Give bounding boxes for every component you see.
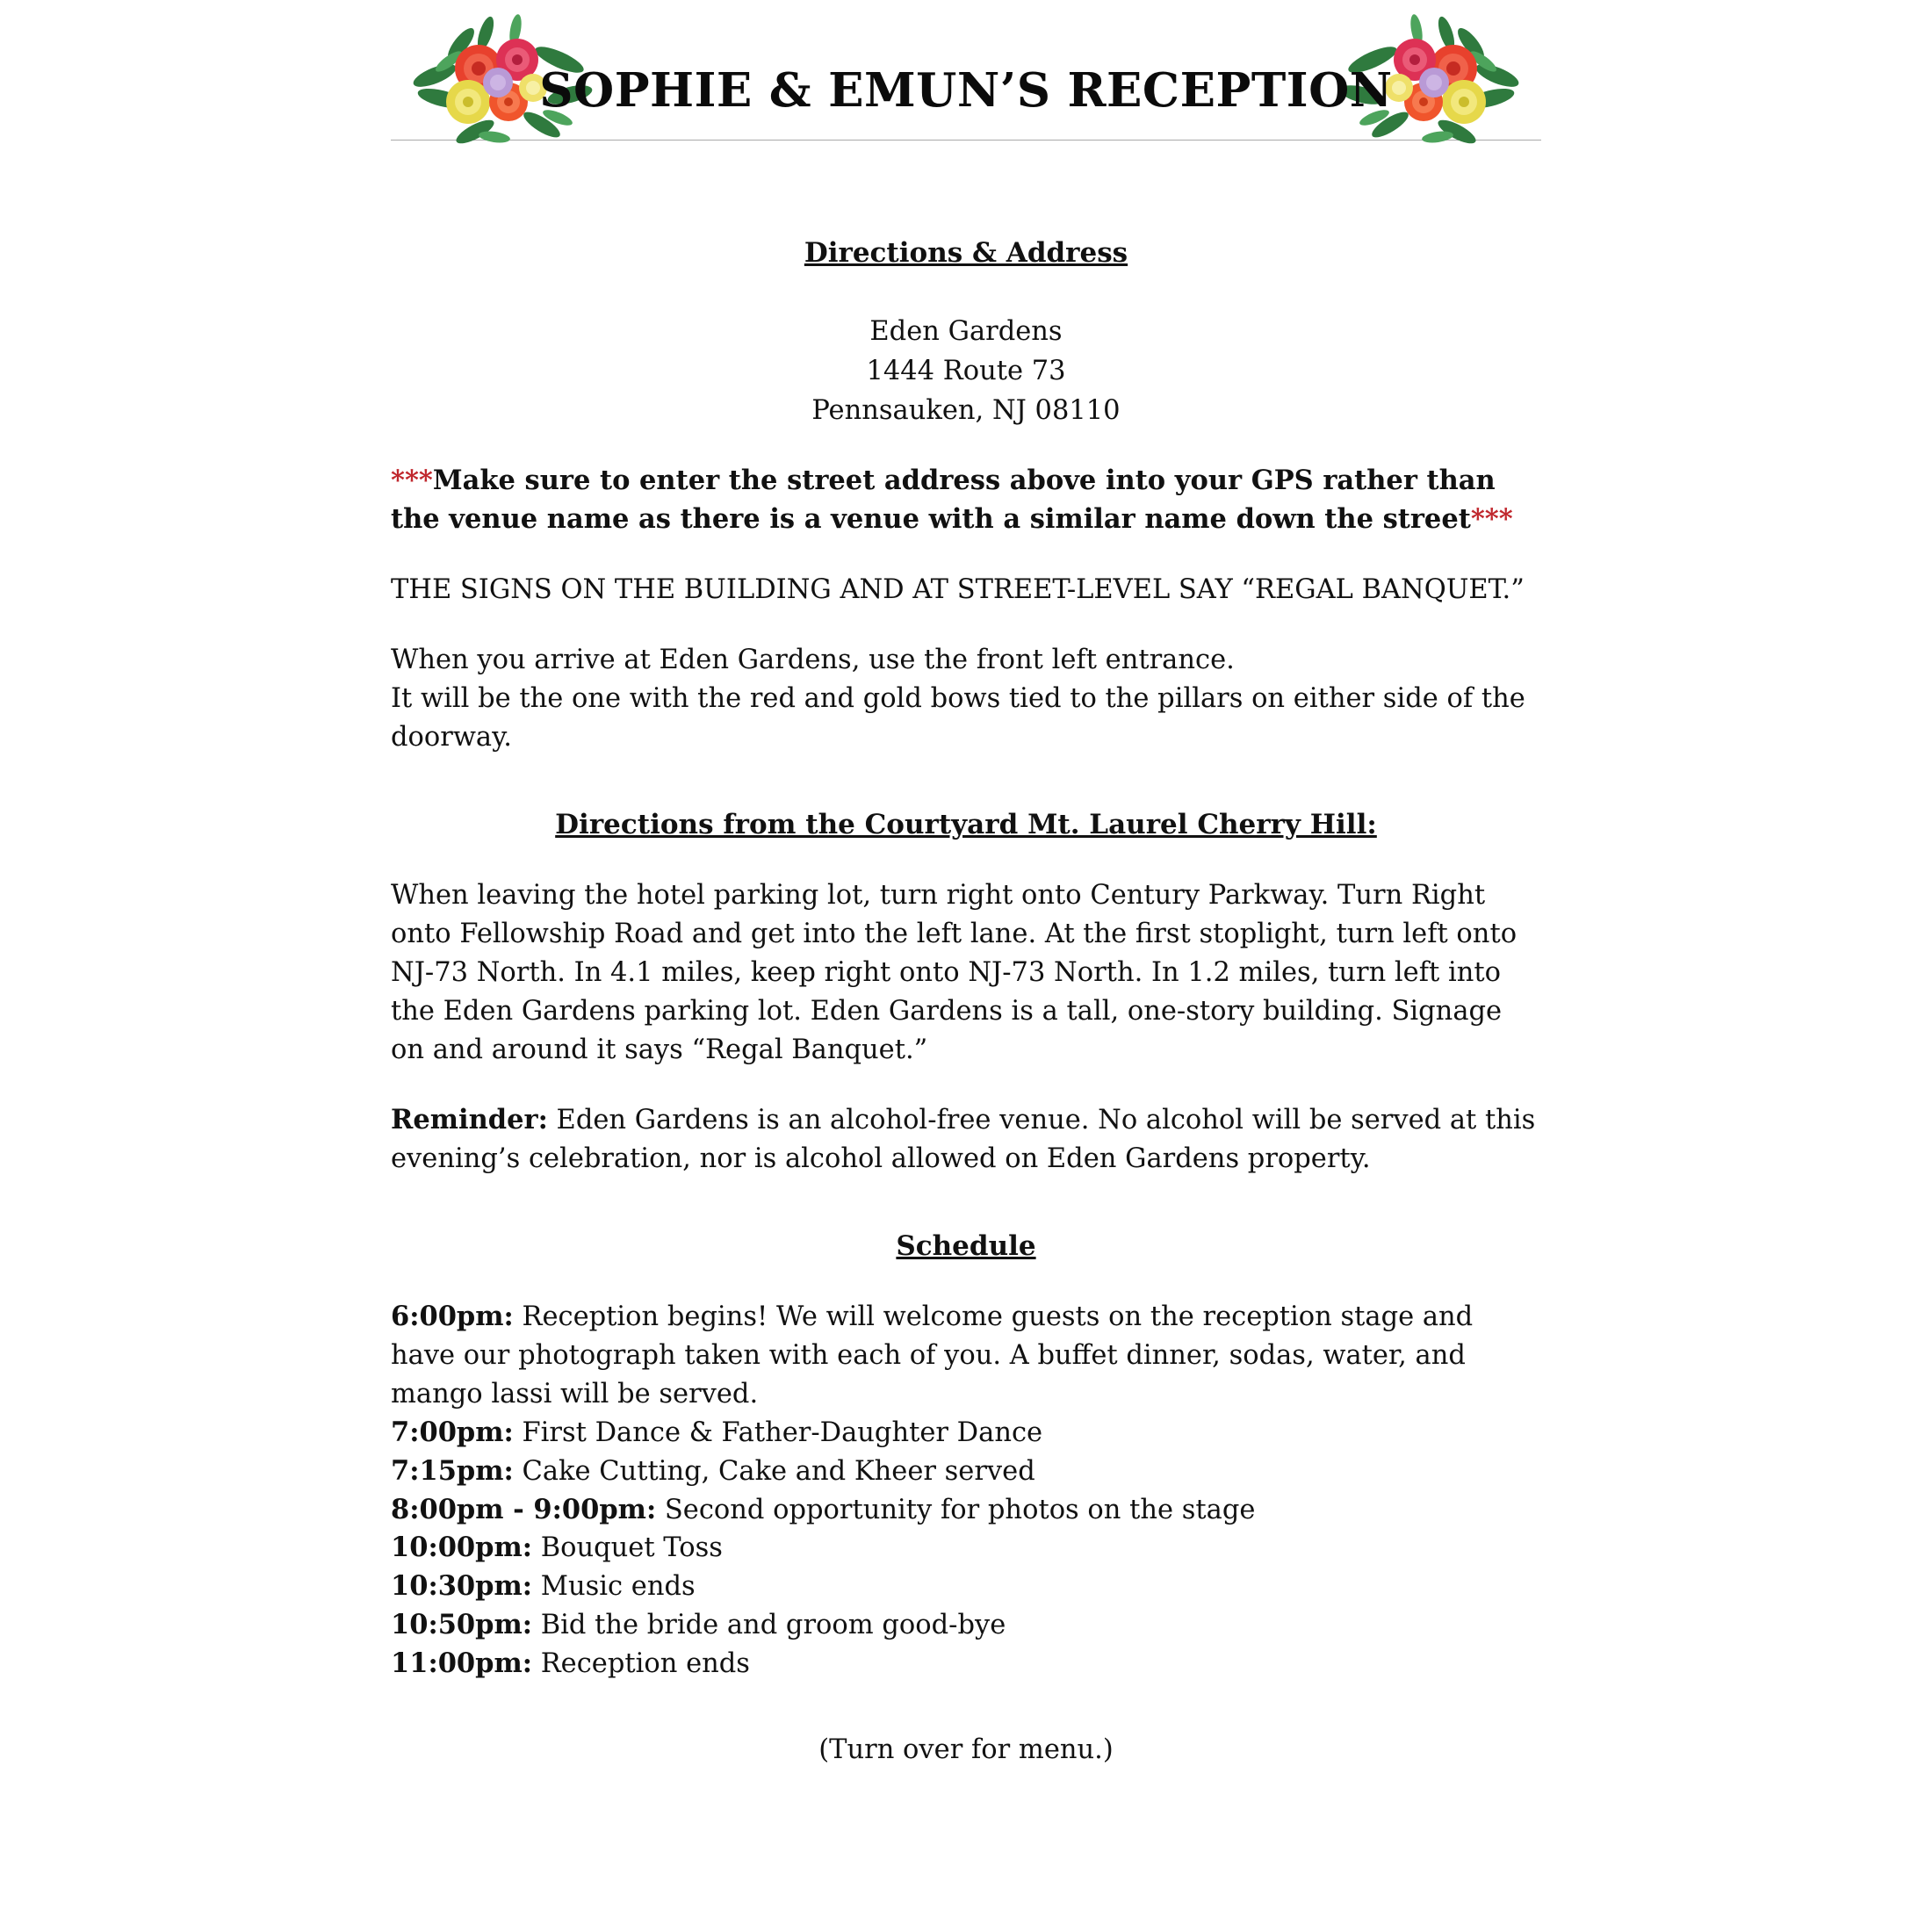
arrival-line-1: When you arrive at Eden Gardens, use the front left entrance. [391, 644, 1235, 675]
arrival-instructions [391, 641, 1541, 757]
gps-warning-suffix-stars: *** [1470, 502, 1513, 535]
schedule-item [391, 1298, 1541, 1414]
schedule-item-time: 6:00pm: [391, 1301, 514, 1333]
schedule-item-desc: Music ends [532, 1571, 696, 1603]
document-body [391, 181, 1541, 1770]
alcohol-reminder-label: Reminder: [391, 1103, 548, 1135]
schedule-item-time: 10:50pm: [391, 1609, 533, 1641]
document-header [391, 9, 1541, 181]
schedule-item [391, 1414, 1541, 1453]
hotel-directions-body: When leaving the hotel parking lot, turn right onto Century Parkway. Turn Right onto Fellowship Road and get into the left lane. At the first stoplight, turn left onto NJ-73 North. In 4.1 miles, keep right onto NJ-73 North. In 1.2 miles, turn left into the Eden Gardens parking lot. Eden Gardens is a tall, one-story building. Signage on and around it says “Regal Banquet.” [391, 880, 1517, 1065]
page-title: SOPHIE & EMUN’S RECEPTION [539, 63, 1393, 118]
schedule-item-time: 11:00pm: [391, 1647, 533, 1680]
schedule-item-desc: Bouquet Toss [532, 1532, 723, 1564]
schedule-item-time: 7:00pm: [391, 1416, 514, 1448]
directions-address-heading: Directions & Address [804, 237, 1128, 269]
schedule-item-desc: Reception ends [532, 1648, 750, 1680]
schedule-item-time: 7:15pm: [391, 1454, 514, 1487]
schedule-item-desc: First Dance & Father-Daughter Dance [513, 1417, 1043, 1448]
turn-over-note: (Turn over for menu.) [818, 1734, 1114, 1766]
gps-warning-text: Make sure to enter the street address above into your GPS rather than the venue name as there is a venue with a similar name down the street [391, 465, 1496, 535]
schedule-item [391, 1453, 1541, 1491]
venue-city-state-zip: Pennsauken, NJ 08110 [811, 394, 1121, 426]
schedule-item [391, 1606, 1541, 1645]
schedule-item-desc: Cake Cutting, Cake and Kheer served [513, 1455, 1035, 1487]
schedule-item [391, 1529, 1541, 1568]
arrival-line-2: It will be the one with the red and gold bows tied to the pillars on either side of the doorway. [391, 682, 1525, 753]
hotel-directions-heading: Directions from the Courtyard Mt. Laurel Cherry Hill: [555, 809, 1377, 841]
alcohol-reminder [391, 1101, 1541, 1179]
schedule-item-desc: Reception begins! We will welcome guests on the reception stage and have our photograph taken with each of you. A buffet dinner, sodas, water, and mango lassi will be served. [391, 1301, 1474, 1409]
schedule-item-desc: Second opportunity for photos on the stage [656, 1494, 1256, 1525]
schedule-item-time: 10:00pm: [391, 1532, 533, 1564]
schedule-list [391, 1298, 1541, 1683]
document-page [281, 0, 1651, 1770]
schedule-item [391, 1568, 1541, 1606]
signage-note: THE SIGNS ON THE BUILDING AND AT STREET-LEVEL SAY “REGAL BANQUET.” [391, 573, 1525, 605]
venue-name: Eden Gardens [869, 315, 1063, 347]
alcohol-reminder-text: Eden Gardens is an alcohol-free venue. No alcohol will be served at this evening’s celebration, nor is alcohol allowed on Eden Gardens property. [391, 1104, 1536, 1174]
schedule-item [391, 1491, 1541, 1530]
gps-warning [391, 462, 1541, 539]
schedule-item-desc: Bid the bride and groom good-bye [532, 1610, 1006, 1641]
schedule-item-time: 10:30pm: [391, 1570, 533, 1603]
gps-warning-prefix-stars: *** [391, 465, 433, 496]
schedule-item-time: 8:00pm - 9:00pm: [391, 1493, 657, 1525]
schedule-item [391, 1645, 1541, 1683]
venue-address-block [391, 312, 1541, 430]
venue-street: 1444 Route 73 [866, 355, 1066, 386]
schedule-heading: Schedule [896, 1230, 1036, 1263]
